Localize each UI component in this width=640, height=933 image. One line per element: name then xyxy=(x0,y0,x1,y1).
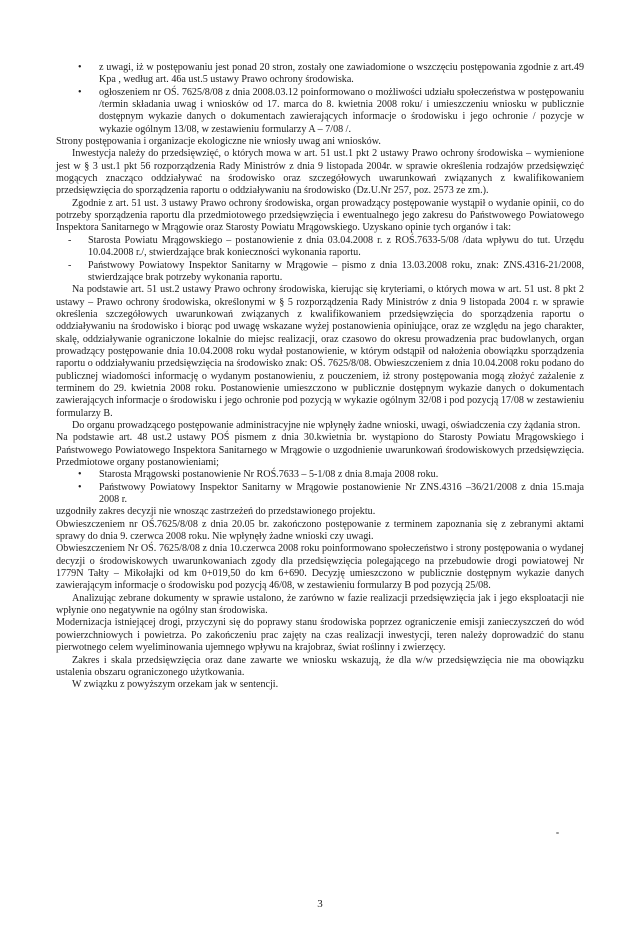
opinions-dash-list xyxy=(56,235,584,284)
list-item-text: Starosta Powiatu Mrągowskiego – postanowienie z dnia 03.04.2008 r. z ROŚ.7633-5/08 /data wpływu do tut. Urzędu 10.04.2008 r./, stwierdzające brak konieczności wykonania raportu. xyxy=(88,234,584,259)
paragraph: Zgodnie z art. 51 ust. 3 ustawy Prawo ochrony środowiska, organ prowadzący postępowanie wystąpił o wydanie opinii, co do potrzeby sporządzenia raportu dla przedmiotowego przedsięwzięcia i ewentualnego jego zakresu do Państwowego Powiatowego Inspektora Sanitarnego w Mrągowie oraz Starosty Powiatu Mrągowskiego. Uzyskano opinie tych organów i tak: xyxy=(56,197,584,234)
paragraph: uzgodniły zakres decyzji nie wnosząc zastrzeżeń do przedstawionego projektu. xyxy=(56,506,376,518)
paragraph: W związku z powyższym orzekam jak w sentencji. xyxy=(72,679,279,691)
paragraph: Na podstawie art. 48 ust.2 ustawy POŚ pismem z dnia 30.kwietnia br. wystąpiono do Starosty Powiatu Mrągowskiego i Państwowego Powiatowego Inspektora Sanitarnego w Mrągowie o uzgodnienie uwarunkowań środowiskowych przedsięwzięcia. Przedmiotowe organy postanowieniami; xyxy=(56,432,584,468)
paragraph: Do organu prowadzącego postępowanie administracyjne nie wpłynęły żadne wnioski, uwagi, oświadczenia czy żądania stron. xyxy=(72,419,581,431)
bullet-marker: • xyxy=(78,86,82,98)
list-item-text: Państwowy Powiatowy Inspektor Sanitarny w Mrągowie postanowienie Nr ZNS.4316 –36/21/2008 z dnia 15.maja 2008 r. xyxy=(99,481,584,506)
bullet-marker: • xyxy=(78,481,82,493)
dash-marker: - xyxy=(68,259,72,271)
list-item xyxy=(78,62,584,87)
dash-marker: - xyxy=(68,234,72,246)
list-item xyxy=(78,469,584,481)
list-item-text: Starosta Mrągowski postanowienie Nr ROŚ.7633 – 5-1/08 z dnia 8.maja 2008 roku. xyxy=(99,469,439,481)
list-item-text: Państwowy Powiatowy Inspektor Sanitarny w Mrągowie – pismo z dnia 13.03.2008 roku, znak: ZNS.4316-21/2008, stwierdzające brak potrzeby wykonania raportu. xyxy=(88,259,584,283)
paragraph: Modernizacja istniejącej drogi, przyczyni się do poprawy stanu środowiska poprzez ograniczenie emisji zanieczyszczeń do wód powierzchniowych i powietrza. Po zakończeniu prac zajęty na czas realizacji inwestycji, teren należy doprowadzić do stanu pierwotnego celem wyeliminowania ujemnego wpływu na krajobraz, świat roślinny i zwierzęcy. xyxy=(56,617,584,654)
paragraph: Obwieszczeniem Nr OŚ. 7625/8/08 z dnia 10.czerwca 2008 roku poinformowano społeczeństwo i strony postępowania o wydanej decyzji o środowiskowych uwarunkowaniach zgody dla przedsięwzięcia polegającego na przebudowie drogi powiatowej Nr 1779N Tałty – Mikołajki od km 0+019,50 do km 6+690. Decyzję umieszczono w publicznie dostępnym wykazie danych zawierającym informacje o środowisku pod pozycją 46/08, w zestawieniu formularzy B pod pozycją 25/08. xyxy=(56,543,584,592)
bullet-marker: • xyxy=(78,469,82,481)
agreements-bullet-list xyxy=(56,469,584,506)
list-item xyxy=(68,235,584,260)
paragraph: Na podstawie art. 51 ust.2 ustawy Prawo ochrony środowiska, kierując się kryteriami, o których mowa w art. 51 ust. 8 pkt 2 ustawy – Prawo ochrony środowiska, określonymi w § 5 rozporządzenia Rady Ministrów z dnia 9 listopada 2004 r. w sprawie określenia szczegółowych uwarunkowań związanych z kwalifikowaniem przedsięwzięcia do sporządzenia raportu o oddziaływaniu na środowisko i biorąc pod uwagę wskazane wyżej postanowienia opiniujące, oraz ze względu na jego charakter, skalę, oddziaływanie ograniczone lokalnie do miejsc realizacji, oraz czasowo do okresu prowadzenia prac budowlanych, organ prowadzący postępowanie dnia 10.04.2008 roku wydał postanowienie, w którym odstąpił od nałożenia obowiązku sporządzenia raportu o oddziaływaniu przedsięwzięcia na środowisko znak: OŚ. 7625/8/08. Obwieszczeniem z dnia 10.04.2008 roku podano do publicznej wiadomości informację o wydanym postanowieniu, z pouczeniem, iż strony postępowania mogą złożyć zażalenie z terminem do 29. kwietnia 2008 roku. Postanowienie umieszczono w publicznie dostępnym wykazie danych o dokumentach zawierających informacje o środowisku i jego ochronie pod pozycją w wykazie ogólnym 32/08 i pod pozycją 17/08 w zestawieniu formularzy B. xyxy=(56,284,584,419)
list-item-text: ogłoszeniem nr OŚ. 7625/8/08 z dnia 2008.03.12 poinformowano o możliwości udziału społeczeństwa w postępowaniu /termin składania uwag i wniosków od 17. marca do 8. kwietnia 2008 roku/ i umieszczeniu wniosku w publicznie dostępnym wykazie danych o dokumentach zawierających informacje o środowisku i jego ochronie / pozycje w wykazie ogólnym 13/08, w zestawieniu formularzy A – 7/08 /. xyxy=(99,86,584,135)
paragraph: Analizując zebrane dokumenty w sprawie ustalono, że zarówno w fazie realizacji przedsięwzięcia jak i jego eksploatacji nie wpłynie ono negatywnie na ogólny stan środowiska. xyxy=(56,592,584,617)
paragraph: Zakres i skala przedsięwzięcia oraz dane zawarte we wniosku wskazują, że dla w/w przedsięwzięcia nie ma obowiązku ustalenia obszaru ograniczonego użytkowania. xyxy=(56,654,584,678)
list-item xyxy=(68,260,584,285)
page-number: 3 xyxy=(317,898,323,910)
list-item-text: z uwagi, iż w postępowaniu jest ponad 20 stron, zostały one zawiadomione o wszczęciu postępowania zgodnie z art.49 Kpa , według art. 46a ust.5 ustawy Prawo ochrony środowiska. xyxy=(99,62,584,86)
paragraph: Obwieszczeniem nr OŚ.7625/8/08 z dnia 20.05 br. zakończono postępowanie z terminem zapoznania się z zebranymi aktami sprawy do dnia 9. czerwca 2008 roku. Nie wpłynęły żadne wnioski czy uwagi. xyxy=(56,518,584,543)
paragraph: Strony postępowania i organizacje ekologiczne nie wniosły uwag ani wniosków. xyxy=(56,136,381,148)
notification-bullet-list xyxy=(56,62,584,136)
paragraph: Inwestycja należy do przedsięwzięć, o których mowa w art. 51 ust.1 pkt 2 ustawy Prawo ochrony środowiska – wymienione jest w § 3 ust.1 pkt 56 rozporządzenia Rady Ministrów z dnia 9 listopada 2004r. w sprawie określenia rodzajów przedsięwzięć mogących znacząco oddziaływać na środowisko oraz szczegółowych uwarunkowań związanych z kwalifikowaniem przedsięwzięcia do sporządzenia raportu o oddziaływaniu na środowisko (Dz.U.Nr 257, poz. 2573 ze zm.). xyxy=(56,148,584,197)
list-item xyxy=(78,482,584,507)
list-item xyxy=(78,87,584,136)
bullet-marker: • xyxy=(78,62,82,73)
scan-speck xyxy=(556,832,559,834)
